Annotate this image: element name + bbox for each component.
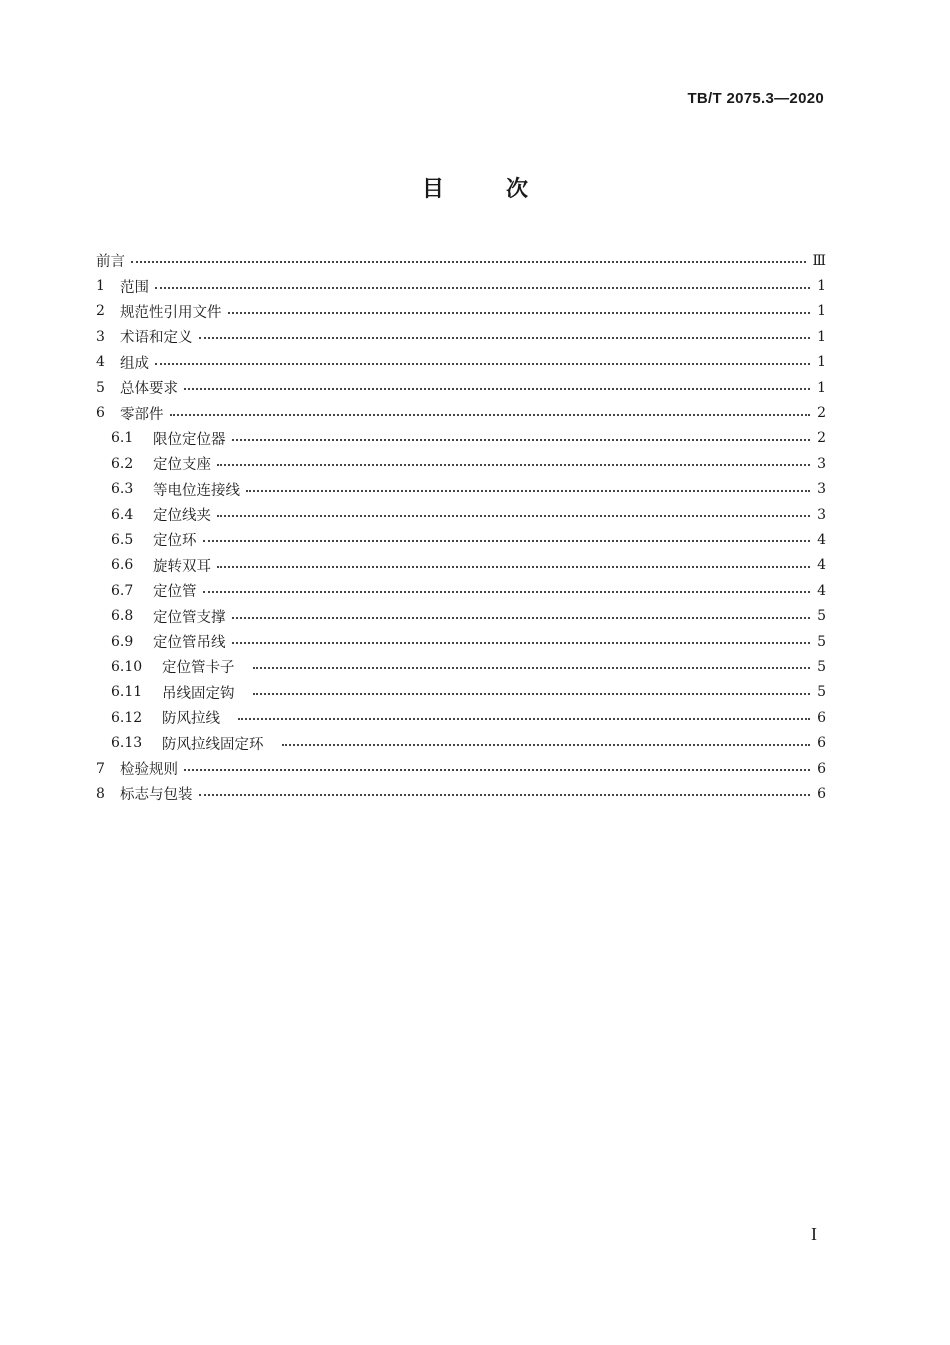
toc-dot-leader (203, 539, 811, 542)
toc-entry-title: 吊线固定钩 (162, 685, 235, 702)
toc-entry-page: 6 (817, 735, 826, 752)
toc-entry[interactable] (96, 451, 826, 476)
toc-entry-number: 6.6 (111, 557, 134, 574)
toc-entry-title: 等电位连接线 (153, 482, 240, 499)
toc-entry-page: 6 (817, 709, 826, 726)
toc-entry-number: 6.1 (111, 430, 134, 447)
toc-entry-title: 规范性引用文件 (120, 304, 222, 321)
toc-dot-leader (203, 590, 811, 593)
toc-entry-page: Ⅲ (812, 252, 826, 269)
toc-entry-page: 5 (817, 633, 826, 650)
toc-entry[interactable] (96, 756, 826, 781)
toc-entry-page: 5 (817, 684, 826, 701)
toc-entry-page: 5 (817, 658, 826, 675)
toc-entry-number: 6.12 (111, 709, 143, 726)
toc-entry-page: 4 (817, 531, 826, 548)
toc-entry-title: 范围 (120, 279, 149, 296)
toc-dot-leader (217, 565, 810, 568)
toc-entry-number: 6 (96, 405, 105, 422)
toc-entry-title: 定位管 (153, 584, 197, 601)
toc-entry[interactable] (96, 299, 826, 324)
toc-entry-title: 定位管支撑 (153, 609, 226, 626)
page-number: I (811, 1224, 817, 1244)
toc-entry-title: 限位定位器 (153, 431, 226, 448)
toc-entry-number: 7 (96, 760, 105, 777)
toc-entry-title: 零部件 (120, 406, 164, 423)
toc-entry-title: 前言 (96, 254, 125, 271)
toc-entry-page: 4 (817, 582, 826, 599)
toc-entry-title: 总体要求 (120, 381, 178, 398)
toc-entry-title: 检验规则 (120, 762, 178, 778)
page-title (0, 172, 950, 203)
toc-entry[interactable] (96, 553, 826, 578)
toc-entry[interactable] (96, 654, 826, 679)
title-char-2: 次 (506, 177, 529, 202)
toc-entry-title: 定位管卡子 (162, 660, 235, 677)
toc-entry-page: 6 (817, 785, 826, 802)
toc-dot-leader (246, 489, 810, 492)
toc-dot-leader (184, 768, 810, 771)
toc-entry-number: 6.2 (111, 455, 134, 472)
toc-dot-leader (155, 362, 810, 365)
toc-dot-leader (228, 311, 811, 314)
toc-entry-page: 6 (817, 760, 826, 777)
title-char-1: 目 (421, 177, 444, 202)
toc-dot-leader (253, 666, 811, 669)
toc-entry-page: 3 (817, 481, 826, 498)
toc-entry-page: 5 (817, 608, 826, 625)
toc-entry[interactable] (96, 680, 826, 705)
toc-entry-page: 2 (817, 430, 826, 447)
toc-entry-page: 2 (817, 405, 826, 422)
toc-entry-page: 1 (817, 354, 826, 371)
toc-entry-title: 定位环 (153, 533, 197, 550)
toc-entry-title: 标志与包装 (120, 787, 193, 804)
toc-entry-page: 1 (817, 328, 826, 345)
toc-dot-leader (170, 413, 811, 416)
toc-entry[interactable] (96, 375, 826, 400)
toc-entry[interactable] (96, 426, 826, 451)
toc-entry[interactable] (96, 730, 826, 755)
toc-entry-title: 定位线夹 (153, 508, 211, 525)
toc-entry-number: 6.8 (111, 608, 134, 625)
toc-entry[interactable] (96, 705, 826, 730)
toc-entry-page: 1 (817, 303, 826, 320)
toc-entry[interactable] (96, 477, 826, 502)
toc-entry-number: 2 (96, 303, 105, 320)
table-of-contents (96, 248, 826, 807)
toc-entry[interactable] (96, 273, 826, 298)
toc-entry-number: 6.4 (111, 506, 134, 523)
toc-entry[interactable] (96, 350, 826, 375)
toc-entry[interactable] (96, 527, 826, 552)
toc-dot-leader (184, 387, 810, 390)
toc-entry-number: 6.10 (111, 658, 143, 675)
toc-entry-page: 1 (817, 278, 826, 295)
toc-entry-title: 术语和定义 (120, 330, 193, 347)
toc-entry[interactable] (96, 502, 826, 527)
toc-dot-leader (232, 641, 811, 644)
toc-dot-leader (217, 514, 810, 517)
toc-entry-title: 防风拉线 (162, 711, 220, 728)
toc-entry-number: 6.11 (111, 684, 143, 701)
standard-number: TB/T 2075.3—2020 (687, 90, 824, 107)
toc-dot-leader (238, 717, 810, 720)
toc-entry[interactable] (96, 248, 826, 273)
toc-entry-title: 防风拉线固定环 (162, 736, 264, 753)
toc-entry-number: 4 (96, 354, 105, 371)
toc-entry[interactable] (96, 629, 826, 654)
toc-entry[interactable] (96, 324, 826, 349)
toc-dot-leader (217, 463, 810, 466)
toc-entry-title: 定位支座 (153, 457, 211, 474)
toc-entry-number: 5 (96, 379, 105, 396)
toc-entry-number: 6.13 (111, 735, 143, 752)
toc-dot-leader (232, 616, 811, 619)
toc-entry-page: 3 (817, 506, 826, 523)
toc-entry-page: 4 (817, 557, 826, 574)
toc-dot-leader (282, 743, 811, 746)
toc-entry-title: 旋转双耳 (153, 558, 211, 575)
toc-entry-page: 3 (817, 455, 826, 472)
toc-entry-title: 定位管吊线 (153, 635, 226, 652)
toc-entry[interactable] (96, 603, 826, 628)
toc-dot-leader (232, 438, 811, 441)
toc-dot-leader (199, 793, 811, 796)
toc-entry[interactable] (96, 578, 826, 603)
toc-dot-leader (199, 336, 811, 339)
toc-entry-page: 1 (817, 379, 826, 396)
toc-entry-number: 6.5 (111, 531, 134, 548)
toc-entry-number: 3 (96, 328, 105, 345)
toc-entry-number: 6.9 (111, 633, 134, 650)
toc-dot-leader (155, 286, 810, 289)
toc-dot-leader (253, 692, 811, 695)
toc-entry-number: 6.3 (111, 481, 134, 498)
toc-entry-title: 组成 (120, 355, 149, 372)
toc-entry-number: 1 (96, 278, 105, 295)
toc-entry[interactable] (96, 400, 826, 425)
toc-entry[interactable] (96, 781, 826, 806)
toc-dot-leader (131, 260, 806, 263)
toc-entry-number: 8 (96, 785, 105, 802)
toc-entry-number: 6.7 (111, 582, 134, 599)
